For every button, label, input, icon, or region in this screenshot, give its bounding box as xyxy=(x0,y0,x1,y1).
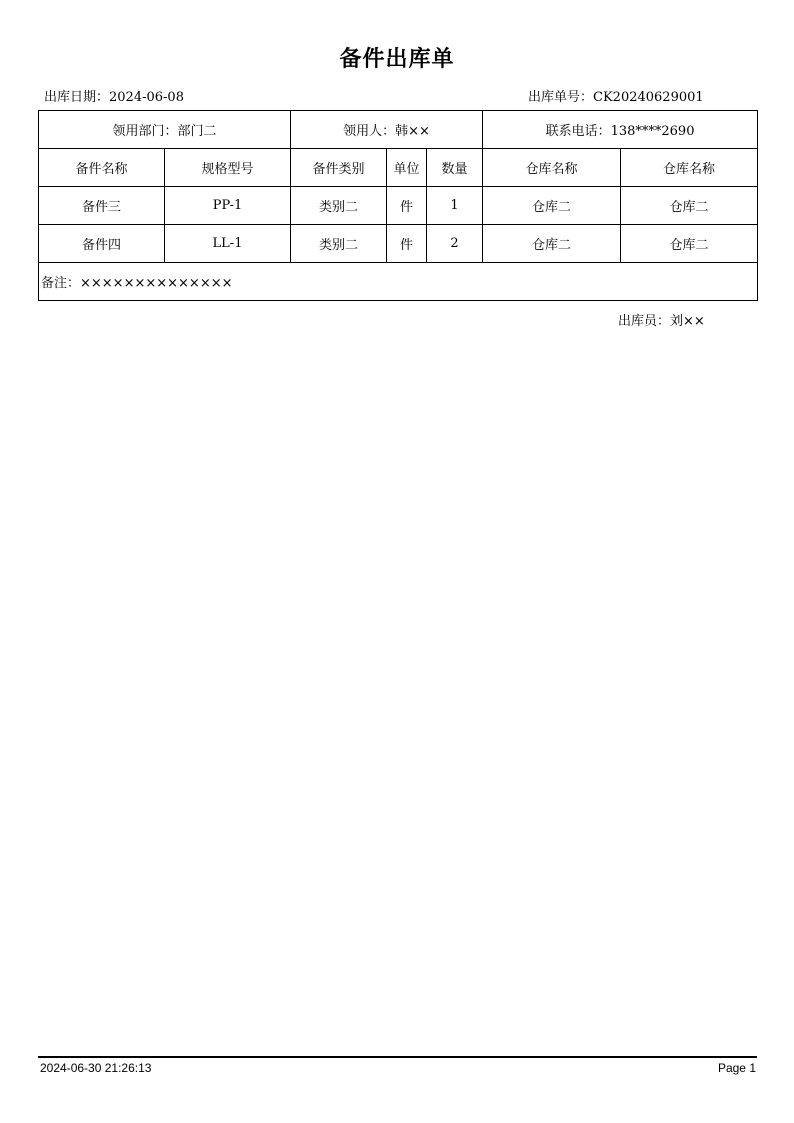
header-part-name: 备件名称 xyxy=(39,149,165,187)
phone-label: 联系电话： xyxy=(545,124,611,139)
table-row xyxy=(39,225,758,263)
cell-category: 类别二 xyxy=(291,187,387,225)
cell-spec: LL-1 xyxy=(165,225,291,263)
footer-divider xyxy=(38,1056,757,1058)
outbound-date xyxy=(44,86,184,105)
cell-part-name: 备件三 xyxy=(39,187,165,225)
phone-value: 138****2690 xyxy=(610,124,695,139)
header-quantity: 数量 xyxy=(427,149,483,187)
outbound-table xyxy=(38,110,758,301)
header-category: 备件类别 xyxy=(291,149,387,187)
remark-row xyxy=(39,263,758,301)
cell-unit: 件 xyxy=(387,225,427,263)
document-title: 备件出库单 xyxy=(339,47,455,72)
cell-unit: 件 xyxy=(387,187,427,225)
cell-part-name: 备件四 xyxy=(39,225,165,263)
header-warehouse-2: 仓库名称 xyxy=(621,149,758,187)
phone-cell xyxy=(483,111,758,149)
outbound-date-value: 2024-06-08 xyxy=(109,90,184,105)
cell-spec: PP-1 xyxy=(165,187,291,225)
table-row xyxy=(39,187,758,225)
info-row xyxy=(39,111,758,149)
outbound-order-label: 出库单号： xyxy=(528,90,594,105)
outbound-order-value: CK20240629001 xyxy=(593,90,704,105)
page-number: Page 1 xyxy=(717,1061,756,1075)
remark-cell: 备注：×××××××××××××× xyxy=(39,263,758,301)
cell-warehouse: 仓库二 xyxy=(483,187,621,225)
recipient-cell: 领用人：韩×× xyxy=(291,111,483,149)
cell-warehouse: 仓库二 xyxy=(483,225,621,263)
cell-warehouse-2: 仓库二 xyxy=(621,187,758,225)
print-timestamp: 2024-06-30 21:26:13 xyxy=(40,1061,152,1075)
cell-quantity: 2 xyxy=(427,225,483,263)
cell-category: 类别二 xyxy=(291,225,387,263)
header-spec: 规格型号 xyxy=(165,149,291,187)
cell-warehouse-2: 仓库二 xyxy=(621,225,758,263)
header-warehouse: 仓库名称 xyxy=(483,149,621,187)
department-cell: 领用部门：部门二 xyxy=(39,111,291,149)
outbound-date-label: 出库日期： xyxy=(44,90,110,105)
operator-signature: 出库员：刘×× xyxy=(618,314,705,329)
cell-quantity: 1 xyxy=(427,187,483,225)
header-unit: 单位 xyxy=(387,149,427,187)
outbound-order-number xyxy=(528,86,704,105)
header-row xyxy=(39,149,758,187)
